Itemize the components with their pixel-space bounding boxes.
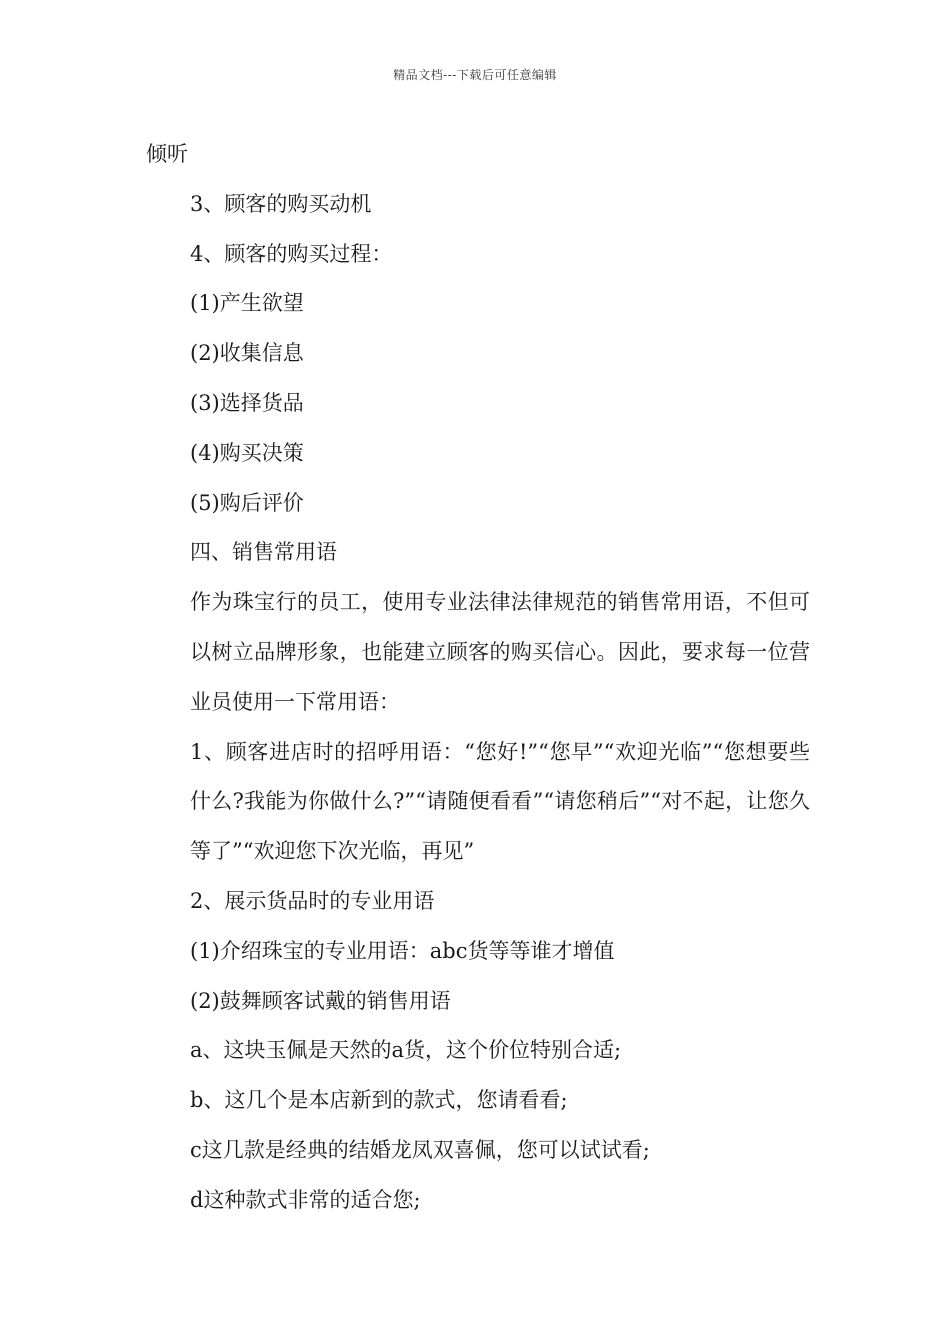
list-item: a、这块玉佩是天然的a货，这个价位特别合适; (190, 1038, 622, 1063)
section-heading: 四、销售常用语 (190, 540, 337, 565)
page-header: 精品文档---下载后可任意编辑 (393, 68, 557, 82)
list-item: c这几款是经典的结婚龙凤双喜佩，您可以试试看; (190, 1137, 650, 1162)
list-item: 4、顾客的购买过程： (190, 241, 393, 266)
list-item: (1)介绍珠宝的专业用语：abc货等等谁才增值 (190, 938, 615, 963)
paragraph-continuation: 倾听 (146, 142, 188, 166)
list-item: (1)产生欲望 (190, 291, 304, 316)
list-item: (2)收集信息 (190, 341, 304, 366)
list-item: d这种款式非常的适合您; (190, 1187, 421, 1212)
document-body (146, 130, 810, 1226)
list-item: 2、展示货品时的专业用语 (190, 888, 435, 913)
list-item: 3、顾客的购买动机 (190, 191, 372, 216)
list-item: (2)鼓舞顾客试戴的销售用语 (190, 988, 451, 1013)
body-paragraph: 作为珠宝行的员工，使用专业法律法律规范的销售常用语，不但可以树立品牌形象，也能建立顾客的购买信心。因此，要求每一位营业员使用一下常用语： (190, 590, 810, 714)
list-item: (4)购买决策 (190, 440, 304, 465)
list-item: b、这几个是本店新到的款式，您请看看; (190, 1088, 568, 1113)
list-item: (3)选择货品 (190, 390, 304, 415)
list-item: (5)购后评价 (190, 490, 304, 515)
body-paragraph: 1、顾客进店时的招呼用语：“您好!”“您早”“欢迎光临”“您想要些什么?我能为你做什么?”“请随便看看”“请您稍后”“对不起，让您久等了”“欢迎您下次光临，再见” (190, 739, 810, 864)
